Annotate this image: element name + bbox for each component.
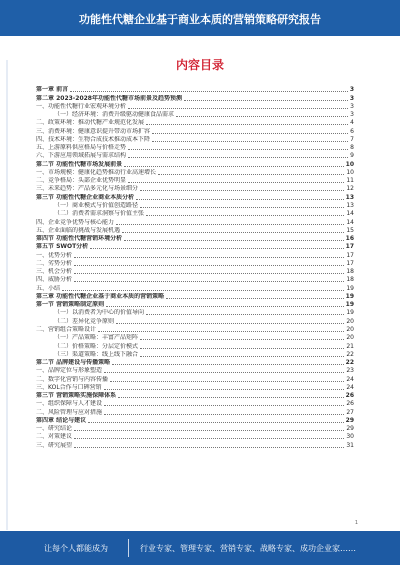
toc-entry-page: 18 bbox=[346, 276, 354, 284]
toc-entry-label: （一）产品策略：丰富产品矩阵 bbox=[54, 334, 139, 342]
toc-leader-dots bbox=[74, 438, 344, 439]
toc-entry-page: 10 bbox=[345, 160, 354, 168]
left-margin-bar bbox=[6, 60, 8, 530]
toc-entry[interactable] bbox=[36, 433, 354, 441]
toc-leader-dots bbox=[146, 314, 344, 315]
toc-entry[interactable] bbox=[36, 144, 354, 152]
toc-entry[interactable] bbox=[36, 334, 354, 342]
toc-entry[interactable] bbox=[36, 111, 354, 119]
toc-leader-dots bbox=[176, 116, 348, 117]
toc-leader-dots bbox=[104, 389, 345, 390]
toc-entry-label: 一、功能性代糖行业宏观环境分析 bbox=[36, 102, 127, 110]
toc-entry-page: 24 bbox=[346, 375, 354, 383]
toc-entry[interactable] bbox=[36, 268, 354, 276]
toc-leader-dots bbox=[128, 182, 344, 183]
toc-entry-label: 第二节 功能性代糖市场发展前景 bbox=[36, 160, 123, 168]
toc-entry-page: 11 bbox=[346, 177, 354, 185]
toc-entry-page: 14 bbox=[346, 210, 354, 218]
toc-entry-label: 二、对策建议 bbox=[36, 433, 73, 441]
toc-entry[interactable] bbox=[36, 326, 354, 334]
toc-entry[interactable] bbox=[36, 375, 354, 383]
toc-entry-page: 17 bbox=[346, 259, 354, 267]
toc-entry[interactable] bbox=[36, 119, 354, 127]
toc-leader-dots bbox=[158, 174, 344, 175]
toc-entry-page: 17 bbox=[345, 243, 354, 251]
toc-entry-label: 一、品牌定位与形象塑造 bbox=[36, 367, 103, 375]
toc-entry-label: 三、未来趋势：产品多元化与场景细分 bbox=[36, 185, 139, 193]
toc-entry-page: 21 bbox=[346, 342, 354, 350]
toc-entry-label: （一）经济环境：消费升级驱动健康食品需求 bbox=[54, 111, 175, 119]
footer-divider bbox=[128, 539, 129, 557]
toc-entry-label: 六、下游应用领域拓展与需求结构 bbox=[36, 152, 127, 160]
toc-entry[interactable] bbox=[36, 185, 354, 193]
report-title: 功能性代糖企业基于商业本质的营销策略研究报告 bbox=[79, 13, 321, 26]
toc-leader-dots bbox=[140, 348, 344, 349]
toc-entry[interactable] bbox=[36, 367, 354, 375]
toc-leader-dots bbox=[146, 215, 344, 216]
toc-entry[interactable] bbox=[36, 127, 354, 135]
toc-entry-page: 10 bbox=[346, 168, 354, 176]
page-number: 1 bbox=[354, 520, 358, 526]
toc-entry[interactable] bbox=[36, 441, 354, 449]
toc-leader-dots bbox=[74, 281, 344, 282]
toc-entry[interactable] bbox=[36, 210, 354, 218]
toc-leader-dots bbox=[104, 405, 344, 406]
toc-leader-dots bbox=[122, 232, 344, 233]
toc-entry-page: 17 bbox=[346, 251, 354, 259]
toc-entry-label: 一、优势分析 bbox=[36, 251, 73, 259]
toc-entry[interactable] bbox=[36, 251, 354, 259]
toc-entry[interactable] bbox=[36, 293, 354, 301]
toc-entry[interactable] bbox=[36, 317, 354, 325]
toc-entry-page: 20 bbox=[346, 325, 354, 333]
toc-entry-label: 第三章 功能性代糖企业基于商业本质的营销策略 bbox=[36, 292, 165, 300]
toc-leader-dots bbox=[106, 306, 344, 307]
toc-entry[interactable] bbox=[36, 408, 354, 416]
toc-entry-label: 第一节 营销策略制定原则 bbox=[36, 301, 105, 309]
toc-entry-label: 三、KOL合作与口碑营销 bbox=[36, 383, 102, 391]
toc-entry-label: （一）以消费者为中心的价值导向 bbox=[54, 309, 145, 317]
toc-entry-label: 三、消费环境：健康意识提升带动市场扩容 bbox=[36, 127, 151, 135]
toc-entry[interactable] bbox=[36, 260, 354, 268]
toc-entry-label: 五、小结 bbox=[36, 284, 61, 292]
toc-leader-dots bbox=[116, 224, 344, 225]
toc-entry[interactable] bbox=[36, 359, 354, 367]
toc-entry-page: 7 bbox=[350, 135, 354, 143]
toc-entry[interactable] bbox=[36, 193, 354, 201]
toc-entry[interactable] bbox=[36, 301, 354, 309]
toc-entry[interactable] bbox=[36, 227, 354, 235]
toc-leader-dots bbox=[128, 108, 348, 109]
toc-entry-page: 9 bbox=[350, 152, 354, 160]
toc-leader-dots bbox=[124, 166, 344, 167]
toc-leader-dots bbox=[104, 414, 344, 415]
toc-entry-label: 一、市场规模：健康化趋势推动行业高速增长 bbox=[36, 168, 157, 176]
toc-leader-dots bbox=[74, 430, 344, 431]
toc-leader-dots bbox=[140, 190, 344, 191]
toc-entry[interactable] bbox=[36, 152, 354, 160]
toc-entry-label: 五、企业面临的挑战与发展机遇 bbox=[36, 226, 121, 234]
toc-entry-page: 3 bbox=[350, 111, 354, 119]
toc-entry-page: 20 bbox=[346, 317, 354, 325]
toc-leader-dots bbox=[152, 141, 348, 142]
toc-entry-label: 第三节 营销策略实施保障体系 bbox=[36, 392, 117, 400]
toc-entry-label: 二、营销组合策略设计 bbox=[36, 325, 97, 333]
toc-entry-label: 二、竞争格局：头部企业优势明显 bbox=[36, 177, 127, 185]
toc-entry[interactable] bbox=[36, 177, 354, 185]
toc-entry-page: 15 bbox=[346, 226, 354, 234]
toc-entry[interactable] bbox=[36, 417, 354, 425]
toc-entry-label: 第五节 SWOT分析 bbox=[36, 243, 89, 251]
toc-entry-page: 13 bbox=[346, 201, 354, 209]
toc-entry-page: 16 bbox=[345, 235, 354, 243]
toc-entry[interactable] bbox=[36, 351, 354, 359]
toc-entry-label: 二、数字化营销与内容传播 bbox=[36, 375, 109, 383]
toc-entry-label: 二、劣势分析 bbox=[36, 259, 73, 267]
toc-entry-label: 二、政策环境：推动代糖产业规范化发展 bbox=[36, 119, 145, 127]
toc-leader-dots bbox=[140, 356, 344, 357]
toc-leader-dots bbox=[152, 133, 348, 134]
toc-entry-label: 四、威胁分析 bbox=[36, 276, 73, 284]
toc-entry-page: 6 bbox=[350, 127, 354, 135]
toc-entry-label: 一、组织保障与人才建设 bbox=[36, 400, 103, 408]
toc-entry[interactable] bbox=[36, 284, 354, 292]
toc-entry-label: 三、研究展望 bbox=[36, 441, 73, 449]
toc-entry[interactable] bbox=[36, 218, 354, 226]
toc-entry[interactable] bbox=[36, 342, 354, 350]
toc-leader-dots bbox=[98, 331, 344, 332]
toc-leader-dots bbox=[112, 364, 344, 365]
toc-leader-dots bbox=[140, 207, 344, 208]
toc-entry-label: 第二章 2023-2028年功能性代糖市场前景及趋势预测 bbox=[36, 94, 182, 102]
toc-entry-label: （三）渠道策略：线上线下融合 bbox=[54, 350, 139, 358]
toc-entry[interactable] bbox=[36, 136, 354, 144]
toc-entry-page: 31 bbox=[346, 441, 354, 449]
toc-entry[interactable] bbox=[36, 309, 354, 317]
toc-entry-label: 第三节 功能性代糖企业商业本质分析 bbox=[36, 193, 135, 201]
page-footer bbox=[0, 531, 400, 565]
toc-entry-page: 19 bbox=[345, 292, 354, 300]
toc-leader-dots bbox=[104, 372, 344, 373]
toc-leader-dots bbox=[128, 149, 348, 150]
toc-entry-label: 第四章 结论与建议 bbox=[36, 416, 87, 424]
toc-leader-dots bbox=[184, 100, 348, 101]
toc-leader-dots bbox=[146, 124, 348, 125]
toc-entry-page: 4 bbox=[350, 119, 354, 127]
toc-entry[interactable] bbox=[36, 94, 354, 102]
toc-entry[interactable] bbox=[36, 276, 354, 284]
toc-leader-dots bbox=[74, 447, 344, 448]
toc-entry-page: 13 bbox=[345, 193, 354, 201]
toc-entry[interactable] bbox=[36, 400, 354, 408]
toc-entry-page: 20 bbox=[346, 334, 354, 342]
toc-entry[interactable] bbox=[36, 235, 354, 243]
toc-entry-label: 第一章 前言 bbox=[36, 86, 69, 94]
toc-leader-dots bbox=[88, 422, 344, 423]
toc-entry-label: 第四节 功能性代糖营销环境分析 bbox=[36, 235, 123, 243]
toc-entry[interactable] bbox=[36, 202, 354, 210]
toc-entry-label: 三、机会分析 bbox=[36, 268, 73, 276]
toc-entry[interactable] bbox=[36, 243, 354, 251]
toc-entry-label: 五、上游原料供应格局与价格走势 bbox=[36, 144, 127, 152]
toc-entry-page: 3 bbox=[349, 94, 354, 102]
toc-entry[interactable] bbox=[36, 392, 354, 400]
toc-entry-page: 19 bbox=[346, 309, 354, 317]
toc-entry-label: （二）价格策略：分层定价模式 bbox=[54, 342, 139, 350]
toc-leader-dots bbox=[116, 323, 344, 324]
toc-leader-dots bbox=[128, 157, 348, 158]
toc-leader-dots bbox=[74, 257, 344, 258]
toc-entry-page: 22 bbox=[345, 359, 354, 367]
footer-slogan-right: 行业专家、管理专家、营销专家、战略专家、成功企业家…… bbox=[140, 544, 356, 553]
toc-entry-label: 四、企业竞争优势与核心能力 bbox=[36, 218, 115, 226]
page-header bbox=[0, 0, 400, 36]
toc-entry-label: 二、风险管理与应对措施 bbox=[36, 408, 103, 416]
toc-entry-label: （一）商业模式与价值创造路径 bbox=[54, 201, 139, 209]
toc-entry[interactable] bbox=[36, 425, 354, 433]
toc-entry-label: 一、研究结论 bbox=[36, 425, 73, 433]
toc-leader-dots bbox=[70, 91, 348, 92]
toc-entry-page: 22 bbox=[346, 350, 354, 358]
toc-entry-page: 3 bbox=[350, 102, 354, 110]
toc-entry-page: 29 bbox=[346, 425, 354, 433]
toc-leader-dots bbox=[110, 381, 344, 382]
toc-title: 内容目录 bbox=[175, 58, 224, 72]
toc-entry[interactable] bbox=[36, 103, 354, 111]
toc-entry-page: 19 bbox=[345, 301, 354, 309]
toc-entry-page: 29 bbox=[345, 416, 354, 424]
toc-entry[interactable] bbox=[36, 86, 354, 94]
toc-entry-page: 14 bbox=[346, 218, 354, 226]
toc-entry[interactable] bbox=[36, 169, 354, 177]
toc-entry-page: 30 bbox=[346, 433, 354, 441]
toc-leader-dots bbox=[136, 199, 344, 200]
toc-leader-dots bbox=[140, 339, 344, 340]
toc-leader-dots bbox=[62, 290, 344, 291]
toc-entry-label: 第二节 品牌建设与传播策略 bbox=[36, 359, 111, 367]
toc-entry[interactable] bbox=[36, 384, 354, 392]
toc-entry-page: 27 bbox=[346, 408, 354, 416]
toc-entry-label: 四、技术环境：生物合成技术推动成本下降 bbox=[36, 135, 151, 143]
toc-list bbox=[36, 86, 354, 450]
toc-entry-page: 26 bbox=[346, 400, 354, 408]
toc-entry-page: 3 bbox=[349, 86, 354, 94]
toc-entry-page: 19 bbox=[346, 284, 354, 292]
toc-leader-dots bbox=[74, 273, 344, 274]
toc-entry-label: （二）差异化竞争原则 bbox=[54, 317, 115, 325]
toc-leader-dots bbox=[166, 298, 344, 299]
toc-entry-page: 23 bbox=[346, 367, 354, 375]
toc-entry-label: （二）消费者需求洞察与价值主张 bbox=[54, 210, 145, 218]
toc-entry-page: 24 bbox=[346, 383, 354, 391]
toc-entry-page: 18 bbox=[346, 268, 354, 276]
footer-slogan-left: 让每个人都能成为 bbox=[44, 544, 108, 553]
toc-leader-dots bbox=[74, 265, 344, 266]
toc-entry-page: 12 bbox=[346, 185, 354, 193]
toc-entry-page: 8 bbox=[350, 144, 354, 152]
toc-entry[interactable] bbox=[36, 160, 354, 168]
toc-leader-dots bbox=[118, 397, 344, 398]
toc-entry-page: 26 bbox=[345, 392, 354, 400]
toc-leader-dots bbox=[124, 240, 344, 241]
toc-leader-dots bbox=[90, 248, 343, 249]
